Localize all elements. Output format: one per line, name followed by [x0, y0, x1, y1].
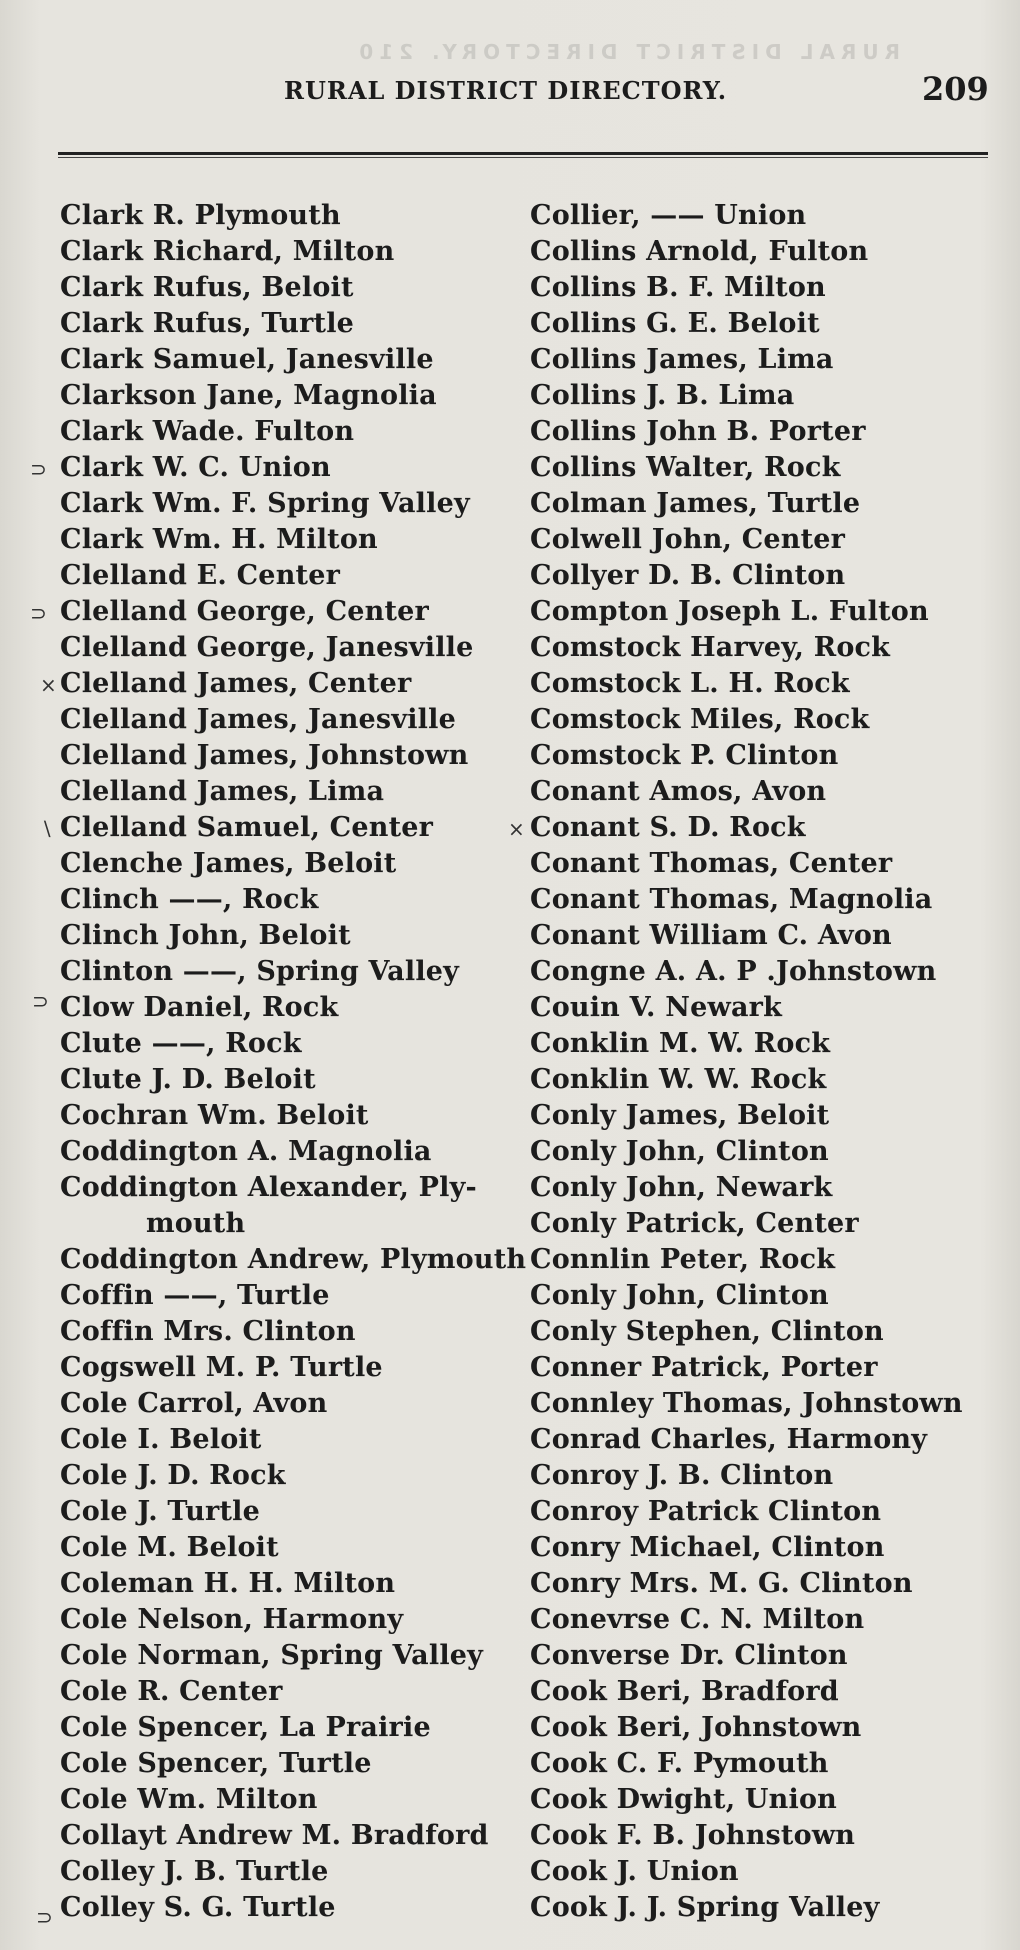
list-item: Cogswell M. P. Turtle — [60, 1352, 383, 1383]
list-item: Clark Wade. Fulton — [60, 416, 355, 447]
list-item: Clark Samuel, Janesville — [60, 344, 434, 375]
list-item: Cole Wm. Milton — [60, 1784, 318, 1815]
list-item: Clute J. D. Beloit — [60, 1064, 316, 1095]
list-item: Coddington Andrew, Plymouth — [60, 1244, 527, 1275]
list-item: Conant Thomas, Center — [530, 848, 893, 879]
list-item: Clow Daniel, Rock — [60, 992, 339, 1023]
list-item: Conklin W. W. Rock — [530, 1064, 827, 1095]
list-item: Cole Carrol, Avon — [60, 1388, 328, 1419]
list-item: Cook Dwight, Union — [530, 1784, 837, 1815]
list-item: Clarkson Jane, Magnolia — [60, 380, 437, 411]
page-header — [0, 72, 1020, 122]
list-item: Cole J. Turtle — [60, 1496, 260, 1527]
list-item: Conly John, Newark — [530, 1172, 833, 1203]
list-item: Conant S. D. Rock — [530, 812, 806, 843]
margin-tick-mark: × — [40, 673, 57, 697]
list-item: Comstock L. H. Rock — [530, 668, 850, 699]
margin-tick-mark: ∖ — [40, 817, 53, 841]
list-item: Conant Amos, Avon — [530, 776, 827, 807]
list-item: Clelland James, Lima — [60, 776, 385, 807]
list-item: Cook J. Union — [530, 1856, 739, 1887]
list-item: Cook Beri, Johnstown — [530, 1712, 862, 1743]
list-item: Clute ——, Rock — [60, 1028, 302, 1059]
margin-check-mark: ⊃ — [32, 989, 49, 1013]
list-item: Cole Norman, Spring Valley — [60, 1640, 484, 1671]
list-item: Conrad Charles, Harmony — [530, 1424, 928, 1455]
list-item: Converse Dr. Clinton — [530, 1640, 848, 1671]
list-item: Clark Rufus, Beloit — [60, 272, 354, 303]
list-item: Cochran Wm. Beloit — [60, 1100, 369, 1131]
list-item: Cole Spencer, La Prairie — [60, 1712, 431, 1743]
list-item: Collins John B. Porter — [530, 416, 866, 447]
list-item: Collins J. B. Lima — [530, 380, 795, 411]
list-item: Clelland Samuel, Center — [60, 812, 434, 843]
list-item: Conry Michael, Clinton — [530, 1532, 885, 1563]
list-item: Conly Stephen, Clinton — [530, 1316, 884, 1347]
list-item: Coddington Alexander, Ply- — [60, 1172, 477, 1203]
list-item: Cook J. J. Spring Valley — [530, 1892, 880, 1923]
list-item: Collayt Andrew M. Bradford — [60, 1820, 489, 1851]
list-item: Comstock Miles, Rock — [530, 704, 870, 735]
list-item: Coffin ——, Turtle — [60, 1280, 330, 1311]
list-item: Conklin M. W. Rock — [530, 1028, 831, 1059]
left-column — [60, 198, 530, 1926]
list-item: Conly John, Clinton — [530, 1136, 829, 1167]
margin-check-mark: ⊃ — [36, 1905, 53, 1929]
list-item: Conant William C. Avon — [530, 920, 892, 951]
list-item: Coddington A. Magnolia — [60, 1136, 432, 1167]
list-item: Clark Wm. F. Spring Valley — [60, 488, 470, 519]
list-item: Collins G. E. Beloit — [530, 308, 820, 339]
list-item: Comstock P. Clinton — [530, 740, 839, 771]
list-item: Colley S. G. Turtle — [60, 1892, 336, 1923]
list-item: Cole J. D. Rock — [60, 1460, 286, 1491]
list-item: Clark R. Plymouth — [60, 200, 341, 231]
list-item: Cook Beri, Bradford — [530, 1676, 839, 1707]
list-item: Clinch John, Beloit — [60, 920, 351, 951]
bleed-through-text: RURAL DISTRICT DIRECTORY. 210 — [353, 40, 900, 64]
list-item: Conroy Patrick Clinton — [530, 1496, 882, 1527]
list-item: Collins Walter, Rock — [530, 452, 841, 483]
list-item: Connlin Peter, Rock — [530, 1244, 836, 1275]
list-item: Compton Joseph L. Fulton — [530, 596, 929, 627]
list-item: Clinton ——, Spring Valley — [60, 956, 460, 987]
list-item: Conry Mrs. M. G. Clinton — [530, 1568, 913, 1599]
right-column — [530, 198, 1000, 1926]
list-item: Comstock Harvey, Rock — [530, 632, 891, 663]
page-number: 209 — [922, 70, 989, 108]
list-item: Collyer D. B. Clinton — [530, 560, 846, 591]
list-item: Conant Thomas, Magnolia — [530, 884, 933, 915]
list-item: Conly Patrick, Center — [530, 1208, 859, 1239]
list-item: Cole M. Beloit — [60, 1532, 279, 1563]
list-item: Cole Nelson, Harmony — [60, 1604, 404, 1635]
list-item: Clelland George, Janesville — [60, 632, 474, 663]
list-item: Clark Richard, Milton — [60, 236, 395, 267]
list-item: Connley Thomas, Johnstown — [530, 1388, 963, 1419]
list-item: Clark W. C. Union — [60, 452, 331, 483]
list-item: Clelland James, Center — [60, 668, 412, 699]
list-item: Clenche James, Beloit — [60, 848, 397, 879]
list-item: Colley J. B. Turtle — [60, 1856, 329, 1887]
list-item: Conly John, Clinton — [530, 1280, 829, 1311]
list-item: Collins B. F. Milton — [530, 272, 826, 303]
list-item: Cole Spencer, Turtle — [60, 1748, 372, 1779]
list-item: Congne A. A. P .Johnstown — [530, 956, 937, 987]
list-item: Clelland James, Janesville — [60, 704, 456, 735]
header-rule — [58, 152, 988, 158]
list-item: Coffin Mrs. Clinton — [60, 1316, 356, 1347]
margin-check-mark: ⊃ — [30, 601, 47, 625]
list-item: Cook F. B. Johnstown — [530, 1820, 856, 1851]
list-item: Coleman H. H. Milton — [60, 1568, 396, 1599]
margin-tick-mark: × — [508, 817, 525, 841]
page-title: RURAL DISTRICT DIRECTORY. — [284, 76, 728, 105]
list-item: Conly James, Beloit — [530, 1100, 830, 1131]
list-item: Clelland George, Center — [60, 596, 429, 627]
list-item: Cole R. Center — [60, 1676, 283, 1707]
list-item: Clelland James, Johnstown — [60, 740, 469, 771]
list-item: Colwell John, Center — [530, 524, 846, 555]
list-item: Clinch ——, Rock — [60, 884, 319, 915]
list-item: Conevrse C. N. Milton — [530, 1604, 865, 1635]
list-item: Collins James, Lima — [530, 344, 834, 375]
list-item: Cook C. F. Pymouth — [530, 1748, 829, 1779]
list-item: Cole I. Beloit — [60, 1424, 262, 1455]
list-item-continuation: mouth — [146, 1208, 246, 1239]
list-item: Conroy J. B. Clinton — [530, 1460, 834, 1491]
list-item: Conner Patrick, Porter — [530, 1352, 878, 1383]
list-item: Clelland E. Center — [60, 560, 340, 591]
list-item: Couin V. Newark — [530, 992, 782, 1023]
list-item: Colman James, Turtle — [530, 488, 861, 519]
list-item: Clark Wm. H. Milton — [60, 524, 378, 555]
margin-check-mark: ⊃ — [30, 457, 47, 481]
list-item: Collier, —— Union — [530, 200, 807, 231]
list-item: Collins Arnold, Fulton — [530, 236, 869, 267]
list-item: Clark Rufus, Turtle — [60, 308, 355, 339]
